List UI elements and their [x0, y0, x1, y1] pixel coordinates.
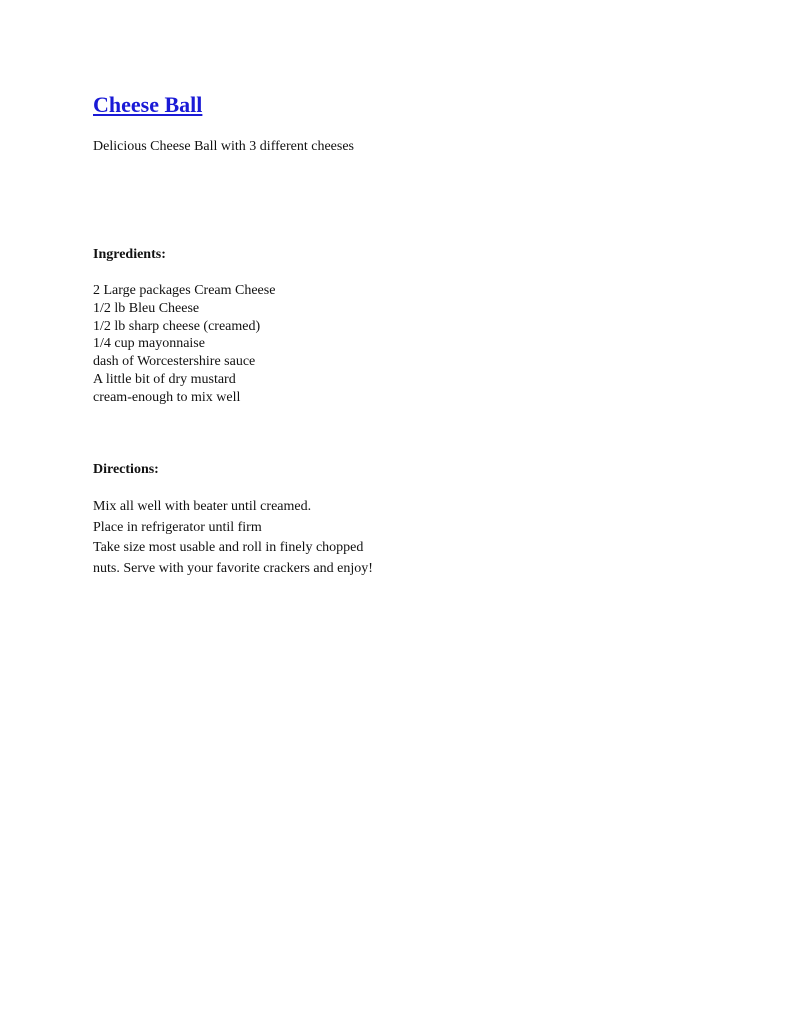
- direction-line: nuts. Serve with your favorite crackers and enjoy!: [93, 560, 373, 576]
- direction-list: [93, 497, 373, 579]
- directions-heading: Directions:: [93, 462, 159, 477]
- ingredient-item: 1/2 lb Bleu Cheese: [93, 300, 200, 316]
- ingredients-heading: Ingredients:: [93, 247, 166, 262]
- ingredient-item: 2 Large packages Cream Cheese: [93, 283, 276, 298]
- ingredient-list: [93, 282, 275, 407]
- ingredient-item: dash of Worcestershire sauce: [93, 354, 256, 370]
- ingredient-item: A little bit of dry mustard: [93, 371, 236, 387]
- recipe-title-link[interactable]: Cheese Ball: [93, 92, 203, 117]
- direction-line: Mix all well with beater until creamed.: [93, 499, 312, 514]
- ingredient-item: 1/2 lb sharp cheese (creamed): [93, 318, 261, 334]
- ingredient-item: cream-enough to mix well: [93, 389, 241, 405]
- ingredient-item: 1/4 cup mayonnaise: [93, 336, 205, 352]
- direction-line: Take size most usable and roll in finely chopped: [93, 540, 364, 555]
- direction-line: Place in refrigerator until firm: [93, 519, 262, 535]
- recipe-description: Delicious Cheese Ball with 3 different cheeses: [93, 139, 354, 154]
